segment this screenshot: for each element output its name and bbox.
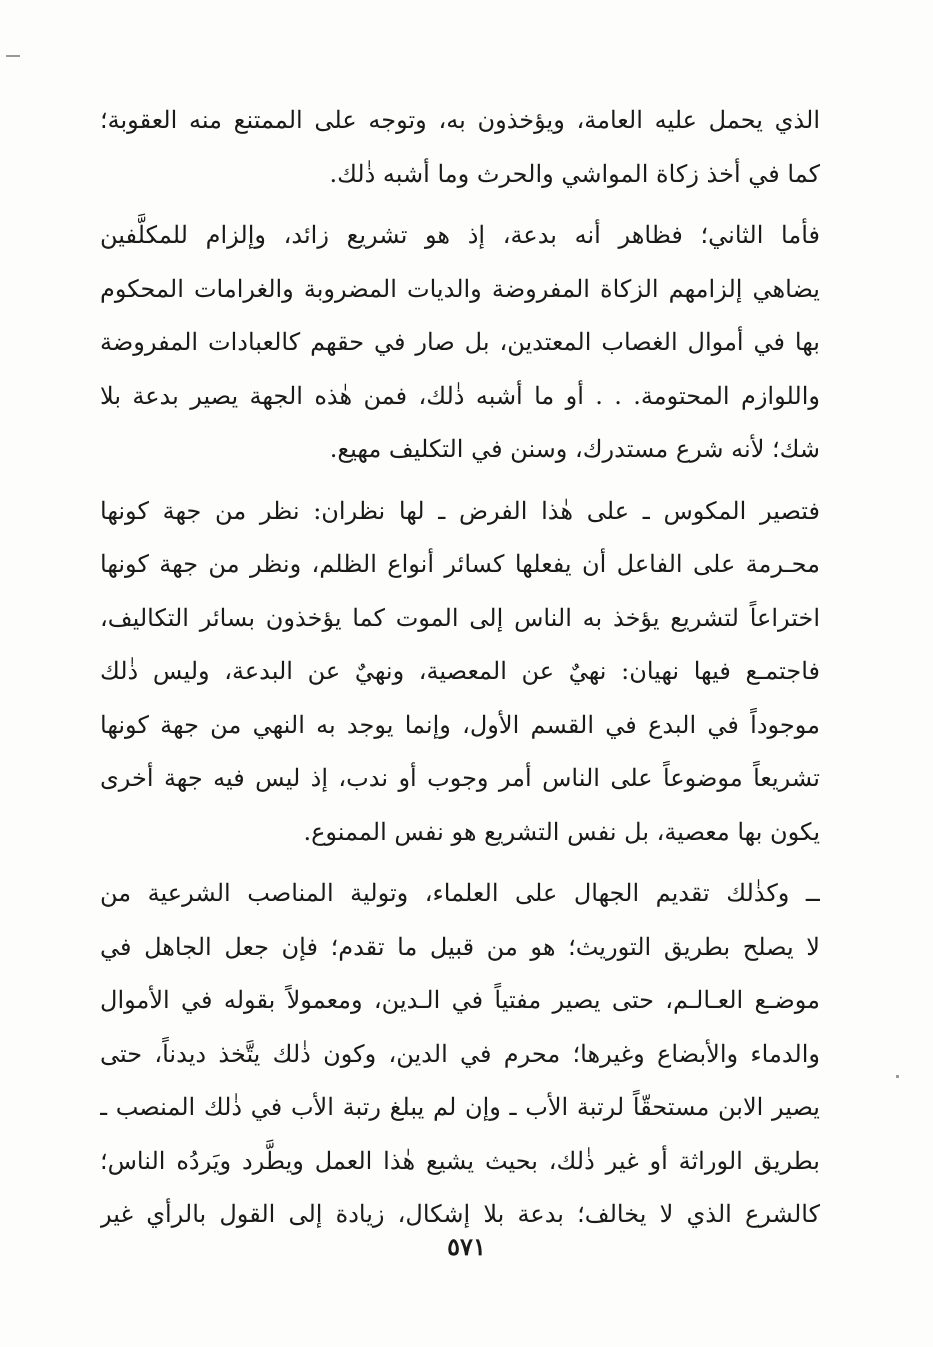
- page-number: ٥٧١: [447, 1232, 486, 1261]
- text-line: بطريق الوراثة أو غير ذٰلك، بحيث يشيع هٰذا العمل ويطَّرد ويَردُه الناس؛: [100, 1146, 820, 1175]
- text-line: تشريعاً موضوعاً على الناس أمر وجوب أو ندب، إذ ليس فيه جهة أخرى: [100, 764, 820, 792]
- scan-speck: [896, 1075, 899, 1078]
- text-line: فتصير المكوس ـ على هٰذا الفرض ـ لها نظران: نظر من جهة كونها: [100, 496, 820, 525]
- text-line: واللوازم المحتومة. . . أو ما أشبه ذٰلك، فمن هٰذه الجهة يصير بدعة بلا: [100, 381, 820, 410]
- text-line: لا يصلح بطريق التوريث؛ هو من قبيل ما تقدم؛ فإن جعل الجاهل في: [100, 932, 820, 961]
- paragraph: [100, 485, 820, 860]
- text-line: يصير الابن مستحقّاً لرتبة الأب ـ وإن لم يبلغ رتبة الأب في ذٰلك المنصب ـ: [100, 1093, 820, 1121]
- text-line: موضـع العـالـم، حتى يصير مفتياً في الـدين، ومعمولاً بقوله في الأموال: [100, 986, 820, 1014]
- text-line: فأما الثاني؛ فظاهر أنه بدعة، إذ هو تشريع زائد، وإلزام للمكلَّفين: [100, 221, 820, 249]
- text-line: والدماء والأبضاع وغيرها؛ محرم في الدين، وكون ذٰلك يتَّخذ ديدناً، حتى: [100, 1039, 820, 1068]
- text-line: كالشرع الذي لا يخالف؛ بدعة بلا إشكال، زيادة إلى القول بالرأي غير: [100, 1200, 820, 1228]
- text-line: ــ وكذٰلك تقديم الجهال على العلماء، وتولية المناصب الشرعية من: [100, 879, 820, 907]
- text-line: فاجتمـع فيها نهيان: نهيٌ عن المعصية، ونهيٌ عن البدعة، وليس ذٰلك: [100, 657, 820, 685]
- text-line: محـرمة على الفاعل أن يفعلها كسائر أنواع الظلم، ونظر من جهة كونها: [100, 550, 820, 578]
- scan-speck: [6, 55, 20, 57]
- paragraph: [100, 209, 820, 477]
- text-line: بها في أموال الغصاب المعتدين، بل صار في حقهم كالعبادات المفروضة: [100, 328, 820, 356]
- page-body: [100, 94, 820, 1242]
- paragraph: [100, 867, 820, 1242]
- text-line: الذي يحمل عليه العامة، ويؤخذون به، وتوجه على الممتنع منه العقوبة؛: [100, 106, 820, 134]
- text-line: كما في أخذ زكاة المواشي والحرث وما أشبه ذٰلك.: [329, 159, 820, 188]
- text-line: شك؛ لأنه شرع مستدرك، وسنن في التكليف مهيع.: [329, 435, 820, 463]
- text-line: موجوداً في البدع في القسم الأول، وإنما يوجد به النهي من جهة كونها: [100, 710, 820, 739]
- text-line: اختراعاً لتشريع يؤخذ به الناس إلى الموت كما يؤخذون بسائر التكاليف،: [100, 603, 820, 632]
- text-line: يضاهي إلزامهم الزكاة المفروضة والديات المضروبة والغرامات المحكوم: [100, 274, 820, 303]
- text-line: يكون بها معصية، بل نفس التشريع هو نفس الممنوع.: [303, 817, 820, 846]
- paragraph: [100, 94, 820, 201]
